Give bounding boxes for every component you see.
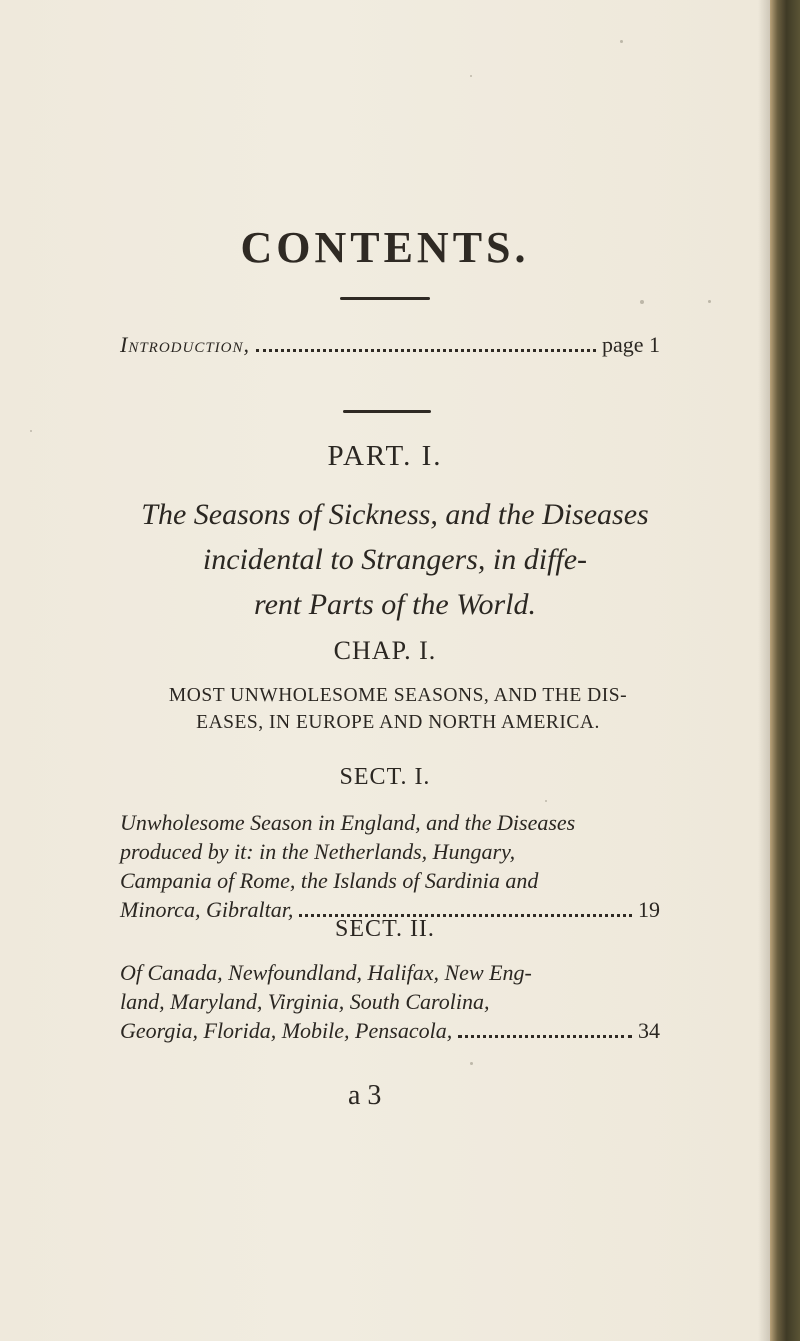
chapter-description-line: MOST UNWHOLESOME SEASONS, AND THE DIS-: [168, 685, 628, 706]
introduction-label: Introduction,: [120, 332, 251, 357]
entry-line: Of Canada, Newfoundland, Halifax, New Eng-: [120, 960, 532, 985]
introduction-page: page 1: [601, 332, 660, 357]
part-heading: PART. I.: [327, 440, 443, 472]
chapter-description-line: EASES, IN EUROPE AND NORTH AMERICA.: [196, 712, 600, 733]
book-edge: [770, 0, 800, 1341]
page-number: 34: [638, 1018, 660, 1043]
dot-leader: [256, 349, 596, 352]
part-title-line: incidental to Strangers, in diffe-: [202, 543, 588, 576]
entry-last-line: [120, 1016, 660, 1045]
title-rule: [340, 297, 430, 300]
page-fold-shadow: [758, 0, 770, 1341]
entry-line: Georgia, Florida, Mobile, Pensacola,: [120, 1018, 453, 1043]
part-title-line: The Seasons of Sickness, and the Diseases: [141, 498, 649, 531]
entry-line: Minorca, Gibraltar,: [120, 897, 294, 922]
section-heading: SECT. I.: [339, 764, 431, 790]
page-title: CONTENTS.: [240, 223, 530, 272]
section-heading: SECT. II.: [335, 916, 435, 942]
page-number: 19: [638, 897, 660, 922]
section-1-entry: [120, 808, 660, 924]
entry-line: Unwholesome Season in England, and the Diseases: [120, 810, 576, 835]
section-2-entry: [120, 958, 660, 1045]
introduction-entry: [120, 332, 660, 358]
chapter-heading: CHAP. I.: [333, 636, 437, 665]
entry-line: produced by it: in the Netherlands, Hungary,: [120, 839, 516, 864]
entry-line: Campania of Rome, the Islands of Sardinia and: [120, 868, 539, 893]
part-rule: [343, 410, 431, 413]
entry-line: land, Maryland, Virginia, South Carolina,: [120, 989, 490, 1014]
part-title: [115, 492, 675, 627]
part-title-line: rent Parts of the World.: [254, 588, 536, 621]
chapter-description: [118, 682, 678, 736]
dot-leader: [458, 1035, 632, 1038]
signature-mark: a 3: [348, 1080, 382, 1111]
